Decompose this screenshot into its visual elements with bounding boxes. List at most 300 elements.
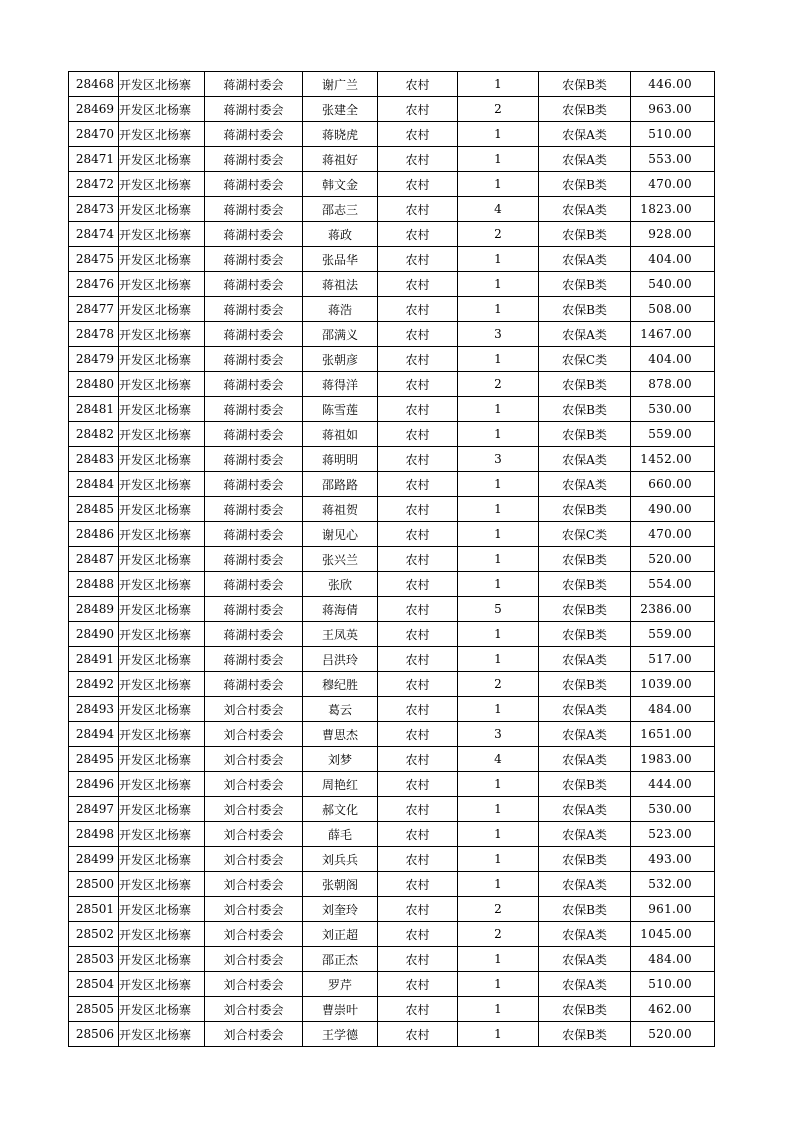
area-type-cell: 农村	[378, 322, 458, 347]
table-row	[69, 797, 715, 822]
area-type-cell: 农村	[378, 897, 458, 922]
table-row	[69, 397, 715, 422]
row-id-cell: 28470	[69, 122, 119, 147]
table-row	[69, 147, 715, 172]
name-cell: 张朝阁	[303, 872, 378, 897]
area-type-cell: 农村	[378, 547, 458, 572]
amount-cell: 559.00	[631, 622, 715, 647]
village-committee-cell: 蒋湖村委会	[205, 247, 303, 272]
amount-cell: 928.00	[631, 222, 715, 247]
village-committee-cell: 蒋湖村委会	[205, 672, 303, 697]
category-cell: 农保A类	[539, 872, 631, 897]
category-cell: 农保A类	[539, 472, 631, 497]
village-committee-cell: 蒋湖村委会	[205, 172, 303, 197]
district-cell: 开发区北杨寨	[119, 497, 205, 522]
household-count-cell: 1	[458, 147, 539, 172]
village-committee-cell: 蒋湖村委会	[205, 497, 303, 522]
district-cell: 开发区北杨寨	[119, 672, 205, 697]
village-committee-cell: 蒋湖村委会	[205, 222, 303, 247]
amount-cell: 1452.00	[631, 447, 715, 472]
row-id-cell: 28472	[69, 172, 119, 197]
row-id-cell: 28502	[69, 922, 119, 947]
category-cell: 农保A类	[539, 722, 631, 747]
area-type-cell: 农村	[378, 272, 458, 297]
category-cell: 农保A类	[539, 947, 631, 972]
area-type-cell: 农村	[378, 297, 458, 322]
village-committee-cell: 蒋湖村委会	[205, 447, 303, 472]
row-id-cell: 28469	[69, 97, 119, 122]
district-cell: 开发区北杨寨	[119, 972, 205, 997]
household-count-cell: 1	[458, 947, 539, 972]
village-committee-cell: 蒋湖村委会	[205, 272, 303, 297]
category-cell: 农保B类	[539, 847, 631, 872]
household-count-cell: 2	[458, 372, 539, 397]
amount-cell: 1039.00	[631, 672, 715, 697]
row-id-cell: 28493	[69, 697, 119, 722]
amount-cell: 484.00	[631, 947, 715, 972]
row-id-cell: 28468	[69, 72, 119, 97]
district-cell: 开发区北杨寨	[119, 447, 205, 472]
table-row	[69, 722, 715, 747]
area-type-cell: 农村	[378, 747, 458, 772]
area-type-cell: 农村	[378, 847, 458, 872]
category-cell: 农保B类	[539, 397, 631, 422]
table-row	[69, 847, 715, 872]
category-cell: 农保B类	[539, 622, 631, 647]
category-cell: 农保B类	[539, 272, 631, 297]
amount-cell: 520.00	[631, 1022, 715, 1047]
name-cell: 刘兵兵	[303, 847, 378, 872]
household-count-cell: 1	[458, 847, 539, 872]
amount-cell: 963.00	[631, 97, 715, 122]
category-cell: 农保B类	[539, 72, 631, 97]
household-count-cell: 1	[458, 622, 539, 647]
area-type-cell: 农村	[378, 722, 458, 747]
row-id-cell: 28483	[69, 447, 119, 472]
table-row	[69, 972, 715, 997]
row-id-cell: 28478	[69, 322, 119, 347]
district-cell: 开发区北杨寨	[119, 472, 205, 497]
household-count-cell: 1	[458, 422, 539, 447]
household-count-cell: 1	[458, 272, 539, 297]
amount-cell: 470.00	[631, 522, 715, 547]
name-cell: 蒋祖如	[303, 422, 378, 447]
category-cell: 农保B类	[539, 97, 631, 122]
village-committee-cell: 刘合村委会	[205, 897, 303, 922]
category-cell: 农保B类	[539, 422, 631, 447]
district-cell: 开发区北杨寨	[119, 272, 205, 297]
category-cell: 农保A类	[539, 972, 631, 997]
household-count-cell: 2	[458, 97, 539, 122]
district-cell: 开发区北杨寨	[119, 572, 205, 597]
name-cell: 张朝彦	[303, 347, 378, 372]
area-type-cell: 农村	[378, 397, 458, 422]
row-id-cell: 28495	[69, 747, 119, 772]
table-row	[69, 897, 715, 922]
row-id-cell: 28503	[69, 947, 119, 972]
village-committee-cell: 蒋湖村委会	[205, 597, 303, 622]
district-cell: 开发区北杨寨	[119, 197, 205, 222]
area-type-cell: 农村	[378, 697, 458, 722]
name-cell: 罗芹	[303, 972, 378, 997]
district-cell: 开发区北杨寨	[119, 522, 205, 547]
name-cell: 王学德	[303, 1022, 378, 1047]
village-committee-cell: 蒋湖村委会	[205, 522, 303, 547]
name-cell: 蒋祖贺	[303, 497, 378, 522]
district-cell: 开发区北杨寨	[119, 247, 205, 272]
household-count-cell: 1	[458, 822, 539, 847]
category-cell: 农保B类	[539, 997, 631, 1022]
table-row	[69, 997, 715, 1022]
name-cell: 蒋得洋	[303, 372, 378, 397]
name-cell: 蒋政	[303, 222, 378, 247]
name-cell: 薛毛	[303, 822, 378, 847]
household-count-cell: 5	[458, 597, 539, 622]
district-cell: 开发区北杨寨	[119, 372, 205, 397]
area-type-cell: 农村	[378, 922, 458, 947]
amount-cell: 540.00	[631, 272, 715, 297]
area-type-cell: 农村	[378, 147, 458, 172]
table-row	[69, 122, 715, 147]
village-committee-cell: 刘合村委会	[205, 1022, 303, 1047]
amount-cell: 1823.00	[631, 197, 715, 222]
row-id-cell: 28506	[69, 1022, 119, 1047]
village-committee-cell: 刘合村委会	[205, 797, 303, 822]
district-cell: 开发区北杨寨	[119, 897, 205, 922]
row-id-cell: 28476	[69, 272, 119, 297]
category-cell: 农保B类	[539, 772, 631, 797]
row-id-cell: 28475	[69, 247, 119, 272]
table-row	[69, 322, 715, 347]
category-cell: 农保A类	[539, 647, 631, 672]
area-type-cell: 农村	[378, 222, 458, 247]
name-cell: 邵满义	[303, 322, 378, 347]
row-id-cell: 28487	[69, 547, 119, 572]
amount-cell: 559.00	[631, 422, 715, 447]
amount-cell: 510.00	[631, 972, 715, 997]
household-count-cell: 1	[458, 572, 539, 597]
table-row	[69, 197, 715, 222]
district-cell: 开发区北杨寨	[119, 722, 205, 747]
district-cell: 开发区北杨寨	[119, 97, 205, 122]
name-cell: 蒋浩	[303, 297, 378, 322]
amount-cell: 660.00	[631, 472, 715, 497]
district-cell: 开发区北杨寨	[119, 322, 205, 347]
district-cell: 开发区北杨寨	[119, 822, 205, 847]
amount-cell: 553.00	[631, 147, 715, 172]
table-row	[69, 922, 715, 947]
table-row	[69, 297, 715, 322]
amount-cell: 404.00	[631, 247, 715, 272]
table-row	[69, 672, 715, 697]
category-cell: 农保B类	[539, 172, 631, 197]
row-id-cell: 28491	[69, 647, 119, 672]
household-count-cell: 1	[458, 247, 539, 272]
name-cell: 谢广兰	[303, 72, 378, 97]
name-cell: 刘正超	[303, 922, 378, 947]
area-type-cell: 农村	[378, 647, 458, 672]
household-count-cell: 1	[458, 397, 539, 422]
household-count-cell: 3	[458, 722, 539, 747]
table-row	[69, 547, 715, 572]
village-committee-cell: 刘合村委会	[205, 997, 303, 1022]
household-count-cell: 1	[458, 972, 539, 997]
area-type-cell: 农村	[378, 947, 458, 972]
row-id-cell: 28501	[69, 897, 119, 922]
amount-cell: 1467.00	[631, 322, 715, 347]
category-cell: 农保B类	[539, 297, 631, 322]
village-committee-cell: 蒋湖村委会	[205, 322, 303, 347]
village-committee-cell: 蒋湖村委会	[205, 72, 303, 97]
name-cell: 张品华	[303, 247, 378, 272]
row-id-cell: 28486	[69, 522, 119, 547]
district-cell: 开发区北杨寨	[119, 1022, 205, 1047]
table-row	[69, 447, 715, 472]
district-cell: 开发区北杨寨	[119, 772, 205, 797]
household-count-cell: 1	[458, 347, 539, 372]
name-cell: 张欣	[303, 572, 378, 597]
village-committee-cell: 蒋湖村委会	[205, 422, 303, 447]
area-type-cell: 农村	[378, 997, 458, 1022]
table-row	[69, 247, 715, 272]
area-type-cell: 农村	[378, 772, 458, 797]
area-type-cell: 农村	[378, 247, 458, 272]
name-cell: 郝文化	[303, 797, 378, 822]
area-type-cell: 农村	[378, 572, 458, 597]
area-type-cell: 农村	[378, 1022, 458, 1047]
household-count-cell: 2	[458, 222, 539, 247]
row-id-cell: 28505	[69, 997, 119, 1022]
amount-cell: 1045.00	[631, 922, 715, 947]
category-cell: 农保A类	[539, 147, 631, 172]
table-row	[69, 222, 715, 247]
district-cell: 开发区北杨寨	[119, 997, 205, 1022]
area-type-cell: 农村	[378, 872, 458, 897]
household-count-cell: 4	[458, 747, 539, 772]
area-type-cell: 农村	[378, 347, 458, 372]
table-row	[69, 572, 715, 597]
village-committee-cell: 刘合村委会	[205, 972, 303, 997]
village-committee-cell: 刘合村委会	[205, 872, 303, 897]
village-committee-cell: 蒋湖村委会	[205, 572, 303, 597]
table-row	[69, 822, 715, 847]
table-row	[69, 372, 715, 397]
category-cell: 农保B类	[539, 547, 631, 572]
village-committee-cell: 刘合村委会	[205, 722, 303, 747]
amount-cell: 1651.00	[631, 722, 715, 747]
household-count-cell: 1	[458, 797, 539, 822]
district-cell: 开发区北杨寨	[119, 297, 205, 322]
village-committee-cell: 蒋湖村委会	[205, 547, 303, 572]
district-cell: 开发区北杨寨	[119, 347, 205, 372]
category-cell: 农保B类	[539, 222, 631, 247]
area-type-cell: 农村	[378, 622, 458, 647]
name-cell: 刘梦	[303, 747, 378, 772]
area-type-cell: 农村	[378, 597, 458, 622]
household-count-cell: 1	[458, 872, 539, 897]
name-cell: 蒋晓虎	[303, 122, 378, 147]
household-count-cell: 1	[458, 697, 539, 722]
amount-cell: 1983.00	[631, 747, 715, 772]
name-cell: 张兴兰	[303, 547, 378, 572]
amount-cell: 878.00	[631, 372, 715, 397]
category-cell: 农保B类	[539, 897, 631, 922]
district-cell: 开发区北杨寨	[119, 547, 205, 572]
amount-cell: 462.00	[631, 997, 715, 1022]
table-row	[69, 472, 715, 497]
table-row	[69, 947, 715, 972]
name-cell: 邵正杰	[303, 947, 378, 972]
village-committee-cell: 蒋湖村委会	[205, 372, 303, 397]
row-id-cell: 28492	[69, 672, 119, 697]
category-cell: 农保C类	[539, 522, 631, 547]
name-cell: 邵路路	[303, 472, 378, 497]
household-count-cell: 1	[458, 522, 539, 547]
row-id-cell: 28500	[69, 872, 119, 897]
village-committee-cell: 刘合村委会	[205, 947, 303, 972]
village-committee-cell: 蒋湖村委会	[205, 622, 303, 647]
area-type-cell: 农村	[378, 672, 458, 697]
district-cell: 开发区北杨寨	[119, 597, 205, 622]
name-cell: 蒋海倩	[303, 597, 378, 622]
district-cell: 开发区北杨寨	[119, 922, 205, 947]
category-cell: 农保B类	[539, 372, 631, 397]
name-cell: 韩文金	[303, 172, 378, 197]
amount-cell: 446.00	[631, 72, 715, 97]
district-cell: 开发区北杨寨	[119, 397, 205, 422]
village-committee-cell: 蒋湖村委会	[205, 122, 303, 147]
area-type-cell: 农村	[378, 172, 458, 197]
category-cell: 农保A类	[539, 697, 631, 722]
village-committee-cell: 蒋湖村委会	[205, 647, 303, 672]
amount-cell: 517.00	[631, 647, 715, 672]
name-cell: 王凤英	[303, 622, 378, 647]
row-id-cell: 28481	[69, 397, 119, 422]
amount-cell: 490.00	[631, 497, 715, 522]
village-committee-cell: 刘合村委会	[205, 697, 303, 722]
name-cell: 刘奎玲	[303, 897, 378, 922]
district-cell: 开发区北杨寨	[119, 122, 205, 147]
table-row	[69, 597, 715, 622]
village-committee-cell: 刘合村委会	[205, 822, 303, 847]
row-id-cell: 28504	[69, 972, 119, 997]
district-cell: 开发区北杨寨	[119, 697, 205, 722]
row-id-cell: 28496	[69, 772, 119, 797]
household-count-cell: 1	[458, 472, 539, 497]
name-cell: 穆纪胜	[303, 672, 378, 697]
name-cell: 葛云	[303, 697, 378, 722]
amount-cell: 961.00	[631, 897, 715, 922]
household-count-cell: 1	[458, 997, 539, 1022]
amount-cell: 530.00	[631, 397, 715, 422]
amount-cell: 523.00	[631, 822, 715, 847]
household-count-cell: 1	[458, 1022, 539, 1047]
village-committee-cell: 蒋湖村委会	[205, 397, 303, 422]
household-count-cell: 1	[458, 297, 539, 322]
village-committee-cell: 刘合村委会	[205, 847, 303, 872]
row-id-cell: 28473	[69, 197, 119, 222]
area-type-cell: 农村	[378, 122, 458, 147]
table-row	[69, 697, 715, 722]
table-body	[69, 72, 715, 1047]
row-id-cell: 28488	[69, 572, 119, 597]
village-committee-cell: 蒋湖村委会	[205, 347, 303, 372]
amount-cell: 404.00	[631, 347, 715, 372]
household-count-cell: 1	[458, 647, 539, 672]
row-id-cell: 28499	[69, 847, 119, 872]
table-row	[69, 522, 715, 547]
household-count-cell: 1	[458, 547, 539, 572]
amount-cell: 508.00	[631, 297, 715, 322]
row-id-cell: 28485	[69, 497, 119, 522]
area-type-cell: 农村	[378, 797, 458, 822]
district-cell: 开发区北杨寨	[119, 422, 205, 447]
household-count-cell: 1	[458, 122, 539, 147]
category-cell: 农保A类	[539, 822, 631, 847]
name-cell: 曹崇叶	[303, 997, 378, 1022]
category-cell: 农保B类	[539, 1022, 631, 1047]
village-committee-cell: 刘合村委会	[205, 922, 303, 947]
row-id-cell: 28474	[69, 222, 119, 247]
household-count-cell: 1	[458, 172, 539, 197]
name-cell: 蒋祖法	[303, 272, 378, 297]
district-cell: 开发区北杨寨	[119, 797, 205, 822]
category-cell: 农保A类	[539, 447, 631, 472]
area-type-cell: 农村	[378, 822, 458, 847]
household-count-cell: 1	[458, 72, 539, 97]
amount-cell: 530.00	[631, 797, 715, 822]
name-cell: 周艳红	[303, 772, 378, 797]
table-row	[69, 97, 715, 122]
amount-cell: 532.00	[631, 872, 715, 897]
row-id-cell: 28484	[69, 472, 119, 497]
area-type-cell: 农村	[378, 522, 458, 547]
district-cell: 开发区北杨寨	[119, 847, 205, 872]
area-type-cell: 农村	[378, 497, 458, 522]
area-type-cell: 农村	[378, 422, 458, 447]
amount-cell: 520.00	[631, 547, 715, 572]
name-cell: 蒋祖好	[303, 147, 378, 172]
household-count-cell: 1	[458, 772, 539, 797]
amount-cell: 444.00	[631, 772, 715, 797]
table-row	[69, 772, 715, 797]
row-id-cell: 28480	[69, 372, 119, 397]
category-cell: 农保A类	[539, 747, 631, 772]
household-count-cell: 2	[458, 897, 539, 922]
village-committee-cell: 蒋湖村委会	[205, 297, 303, 322]
category-cell: 农保A类	[539, 247, 631, 272]
category-cell: 农保A类	[539, 322, 631, 347]
household-count-cell: 3	[458, 322, 539, 347]
district-cell: 开发区北杨寨	[119, 147, 205, 172]
row-id-cell: 28497	[69, 797, 119, 822]
table-row	[69, 497, 715, 522]
row-id-cell: 28489	[69, 597, 119, 622]
row-id-cell: 28498	[69, 822, 119, 847]
area-type-cell: 农村	[378, 72, 458, 97]
village-committee-cell: 蒋湖村委会	[205, 97, 303, 122]
name-cell: 邵志三	[303, 197, 378, 222]
category-cell: 农保B类	[539, 597, 631, 622]
table-row	[69, 72, 715, 97]
row-id-cell: 28482	[69, 422, 119, 447]
name-cell: 张建全	[303, 97, 378, 122]
category-cell: 农保A类	[539, 922, 631, 947]
category-cell: 农保B类	[539, 672, 631, 697]
district-cell: 开发区北杨寨	[119, 72, 205, 97]
district-cell: 开发区北杨寨	[119, 622, 205, 647]
household-count-cell: 1	[458, 497, 539, 522]
